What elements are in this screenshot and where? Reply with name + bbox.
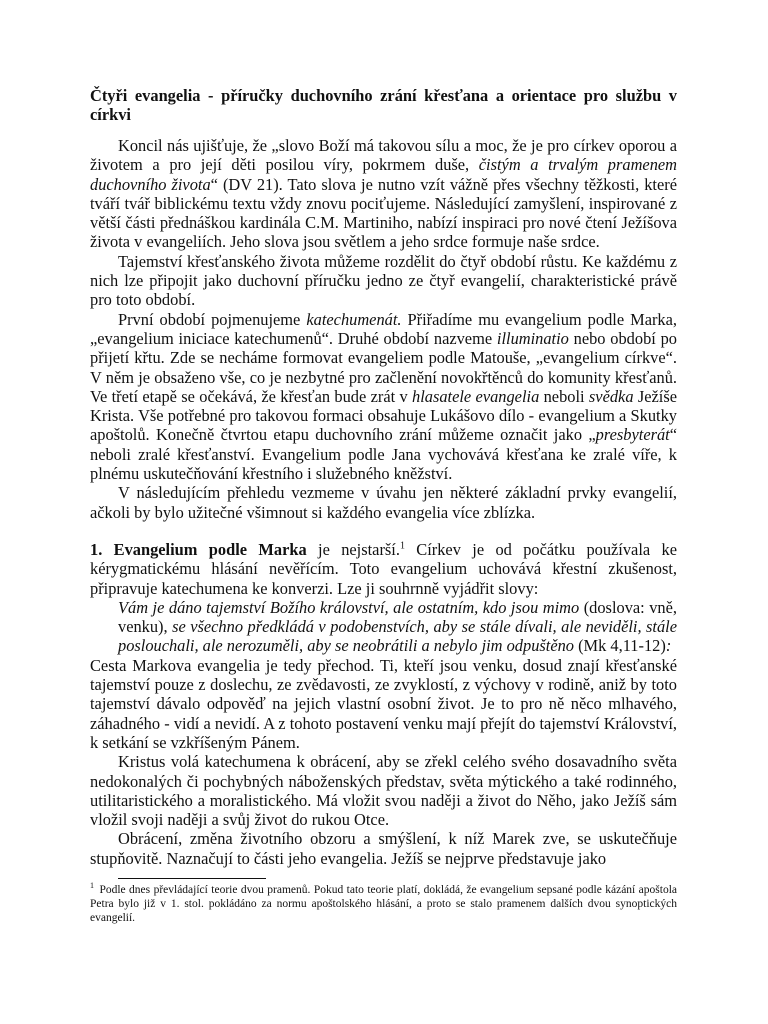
text-run: První období pojmenujeme [118, 309, 307, 329]
text-run: nebo období po přijetí křtu. Zde se necháme formovat evangeliem podle Matouše, „evangelium církve“. V něm je obsaženo vše, co je nezbytné pro začlenění novokřtěnců do komunity křesťanů. Ve třetí etapě se očekává, že křesťan bude zrát v [90, 328, 678, 406]
text-run: Koncil nás ujišťuje, že „slovo Boží má takovou sílu a moc, že je pro církev oporou a životem a pro její děti posilou víry, pokrmem duše, [90, 136, 677, 175]
text-run: “ neboli zralé křesťanství. Evangelium podle Jana vychovává křesťana ke zralé víře, k plnému uskutečňování křestního i služebného kněžství. [90, 425, 677, 484]
footnote-divider [118, 878, 266, 879]
footnote-ref[interactable]: 1 [399, 540, 405, 552]
paragraph-periods: Tajemství křesťanského života můžeme rozdělit do čtyř období růstu. Ke každému z nich lze připojit jako duchovní příručku jedno ze čtyř evangelií, charakteristické právě pro toto období. [90, 251, 677, 310]
text-run: Církev je od počátku používala ke kérygmatickému hlásání nevěřícím. Toto evangelium uchovává křestní zkušenost, připravuje katechumena ke konverzi. Lze ji souhrnně vyjádřit slovy: [90, 539, 677, 598]
footnote [90, 883, 677, 925]
text-run: (doslova: vně, venku), [118, 597, 677, 637]
paragraph-overview: V následujícím přehledu vezmeme v úvahu jen některé základní prvky evangelií, ačkoli by bylo užitečné všimnout si každého evangelia více zblízka. [90, 483, 677, 522]
section-heading: 1. Evangelium podle Marka [90, 539, 307, 559]
footnote-text: Podle dnes převládající teorie dvou pramenů. Pokud tato teorie platí, dokládá, že evangelium sepsané podle kázání apoštola Petra bylo již v 1. stol. pokládáno za normu apoštolského hlásání, a proto se stalo pramenem dalších dvou synoptických evangelií. [90, 883, 677, 924]
footnote-number: 1 [90, 881, 94, 891]
document-title: Čtyři evangelia - příručky duchovního zrání křesťana a orientace pro službu v církvi [90, 86, 677, 124]
italic-run: svědka [588, 386, 634, 406]
text-run: Ježíše Krista. Vše potřebné pro takovou formaci obsahuje Lukášovo dílo - evangelium a Skutky apoštolů. Konečně čtvrtou etapu duchovního zrání můžeme označit jako „ [90, 386, 678, 445]
document-body [90, 86, 677, 925]
text-run: je nejstarší. [306, 539, 400, 559]
italic-run: katechumenát. [306, 309, 402, 329]
text-run: “ (DV 21). Tato slova je nutno vzít vážně přes všechny těžkosti, které tváří tvář biblickému textu vždy znovu pociťujeme. Následující zamyšlení, inspirované z větší části přednáškou kardinála C.M. Martiniho, nabízí inspiraci pro nové čtení Ježíšova života v evangeliích. Jeho slova jsou světlem a jeho srdce formuje naše srdce. [90, 174, 677, 252]
paragraph-transition: Cesta Markova evangelia je tedy přechod. Ti, kteří jsou venku, dosud znají křesťanské tajemství pouze z doslechu, ze zvědavosti, ze zvyklostí, z výchovy v rodině, aniž by toto tajemství dávalo odpověď na jejich vlastní osobní život. Je to pro ně něco mlhavého, záhadného - vidí a nevidí. A z tohoto postavení venku mají přejít do tajemství Království, k setkání se vzkříšeným Pánem. [90, 655, 677, 752]
text-run: Přiřadíme mu evangelium podle Marka, „evangelium iniciace katechumenů“. Druhé období nazveme [90, 309, 677, 348]
text-run: neboli [539, 386, 589, 406]
italic-run: se všechno předkládá v podobenstvích, aby se stále dívali, ale neviděli, stále poslouchali, ale nerozuměli, aby se neobrátili a nebylo jim odpuštěno [118, 617, 677, 656]
italic-run: presbyterát [595, 425, 670, 445]
text-run: (Mk 4,11-12) [574, 636, 666, 656]
scripture-quote [118, 598, 677, 656]
paragraph-conversion: Kristus volá katechumena k obrácení, aby se zřekl celého svého dosavadního světa nedokonalých či pochybných náboženských představ, světa mýtického a také rodinného, utilitaristického a moralistického. Má vložit svou naději a život do Něho, jako Ježíš sám vložil svoji naději a svůj život do rukou Otce. [90, 752, 677, 830]
paragraph-stepwise: Obrácení, změna životního obzoru a smýšlení, k níž Marek zve, se uskutečňuje stupňovitě. Naznačují to části jeho evangelia. Ježíš se nejprve představuje jako [90, 829, 677, 868]
paragraph-stages [90, 310, 677, 484]
section-mark-intro [90, 540, 677, 598]
italic-run: illuminatio [496, 328, 569, 348]
italic-run: Vám je dáno tajemství Božího království, ale ostatním, kdo jsou mimo [118, 597, 580, 617]
paragraph-intro [90, 136, 677, 252]
italic-run: : [665, 636, 672, 656]
italic-run: čistým a trvalým pramenem duchovního života [90, 155, 677, 194]
italic-run: hlasatele evangelia [412, 386, 540, 406]
